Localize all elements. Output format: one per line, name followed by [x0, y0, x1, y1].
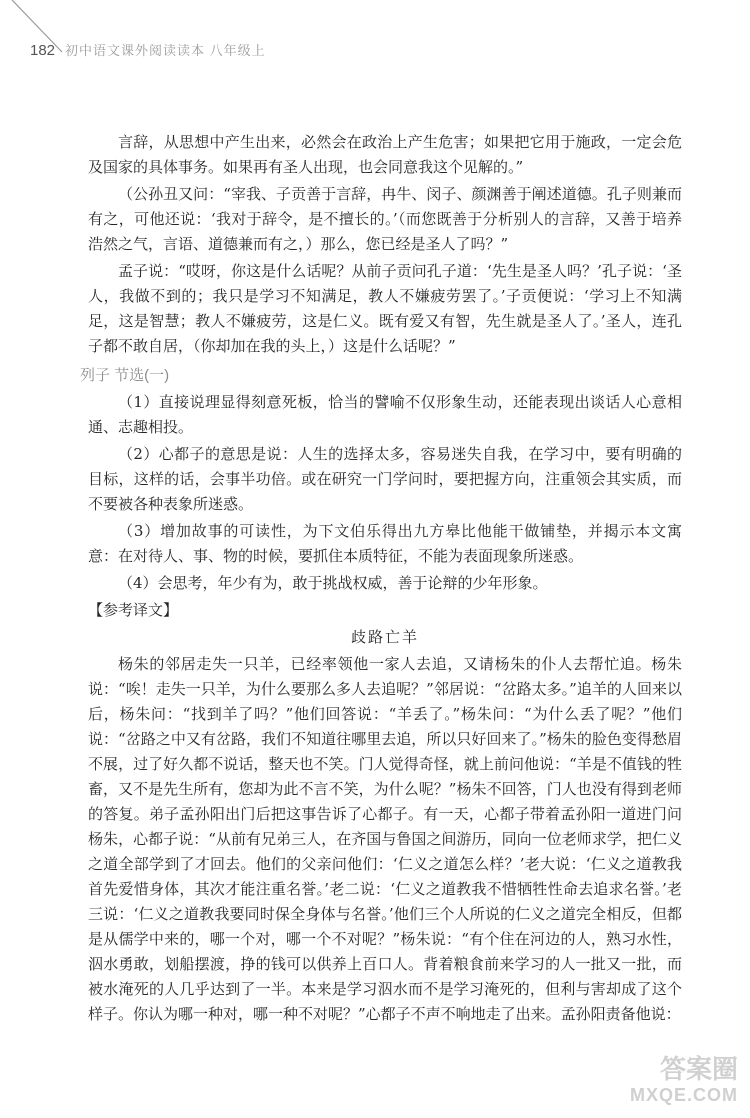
watermark-url: MXQE.COM [629, 1085, 738, 1105]
page-number: 182 [30, 42, 56, 59]
paragraph-1: 言辞，从思想中产生出来，必然会在政治上产生危害；如果把它用于施政，一定会危及国家的具体事务。如果再有圣人出现，也会同意我这个见解的。” [88, 133, 682, 176]
reference-translation-label: 【参考译文】 [88, 601, 179, 619]
answer-3: （3）增加故事的可读性，为下文伯乐得出九方皋比他能干做铺垫，并揭示本文寓意：在对待人、事、物的时候，要抓住本质特征，不能为表面现象所迷惑。 [88, 522, 682, 565]
watermark [630, 1056, 738, 1108]
answer-1: （1）直接说理显得刻意死板，恰当的譬喻不仅形象生动，还能表现出谈话人心意相通、志趣相投。 [88, 393, 682, 436]
answer-2: （2）心都子的意思是说：人生的选择太多，容易迷失自我，在学习中，要有明确的目标，这样的话，会事半功倍。或在研究一门学问时，要把握方向，注重领会其实质，而不要被各种表象所迷惑。 [88, 445, 682, 513]
book-title: 初中语文课外阅读读本 八年级上 [65, 43, 266, 58]
page-header [30, 40, 266, 59]
paragraph-3: 孟子说：“哎呀，你这是什么话呢？从前子贡问孔子道：‘先生是圣人吗？’孔子说：‘圣人，我做不到的；我只是学习不知满足，教人不嫌疲劳罢了。’子贡便说：‘学习上不知满足，这是智慧；教人不嫌疲劳，这是仁义。既有爱又有智，先生就是圣人了。’圣人，连孔子都不敢自居，（你却加在我的头上，）这是什么话呢？” [88, 262, 682, 355]
page-body [80, 130, 682, 1029]
essay-body: 杨朱的邻居走失一只羊，已经率领他一家人去追，又请杨朱的仆人去帮忙追。杨朱说：“唉！走失一只羊，为什么要那么多人去追呢？”邻居说：“岔路太多。”追羊的人回来以后，杨朱问：“找到羊了吗？”他们回答说：“羊丢了。”杨朱问：“为什么丢了呢？”他们说：“岔路之中又有岔路，我们不知道往哪里去追，所以只好回来了。”杨朱的脸色变得愁眉不展，过了好久都不说话，整天也不笑。门人觉得奇怪，就上前问他说：“羊是不值钱的牲畜，又不是先生所有，您却为此不言不笑，为什么呢？”杨朱不回答，门人也没有得到老师的答复。弟子孟孙阳出门后把这事告诉了心都子。有一天，心都子带着孟孙阳一道进门问杨朱，心都子说：“从前有兄弟三人，在齐国与鲁国之间游历，同向一位老师求学，把仁义之道全部学到了才回去。他们的父亲问他们：‘仁义之道怎么样？’老大说：‘仁义之道教我首先爱惜身体，其次才能注重名誉。’老二说：‘仁义之道教我不惜牺牲性命去追求名誉。’老三说：‘仁义之道教我要同时保全身体与名誉。’他们三个人所说的仁义之道完全相反，但都是从儒学中来的，哪一个对，哪一个不对呢？”杨朱说：“有个住在河边的人，熟习水性，泅水勇敢，划船摆渡，挣的钱可以供养上百口人。背着粮食前来学习的人一批又一批，而被水淹死的人几乎达到了一半。本来是学习泅水而不是学习淹死的，但利与害却成了这个样子。你认为哪一种对，哪一种不对呢？”心都子不声不响地走了出来。孟孙阳责备他说： [88, 655, 682, 1023]
section-title: 列子 节选(一) [80, 367, 170, 384]
answer-4: （4）会思考，年少有为，敢于挑战权威，善于论辩的少年形象。 [118, 574, 548, 592]
paragraph-2: （公孙丑又问：“宰我、子贡善于言辞，冉牛、闵子、颜渊善于阐述道德。孔子则兼而有之，可他还说：‘我对于辞令，是不擅长的。’（而您既善于分析别人的言辞，又善于培养浩然之气，言语、道德兼而有之，）那么，您已经是圣人了吗？” [88, 185, 682, 253]
watermark-brand: 答案圈 [659, 1054, 738, 1084]
essay-title: 歧路亡羊 [350, 628, 419, 646]
